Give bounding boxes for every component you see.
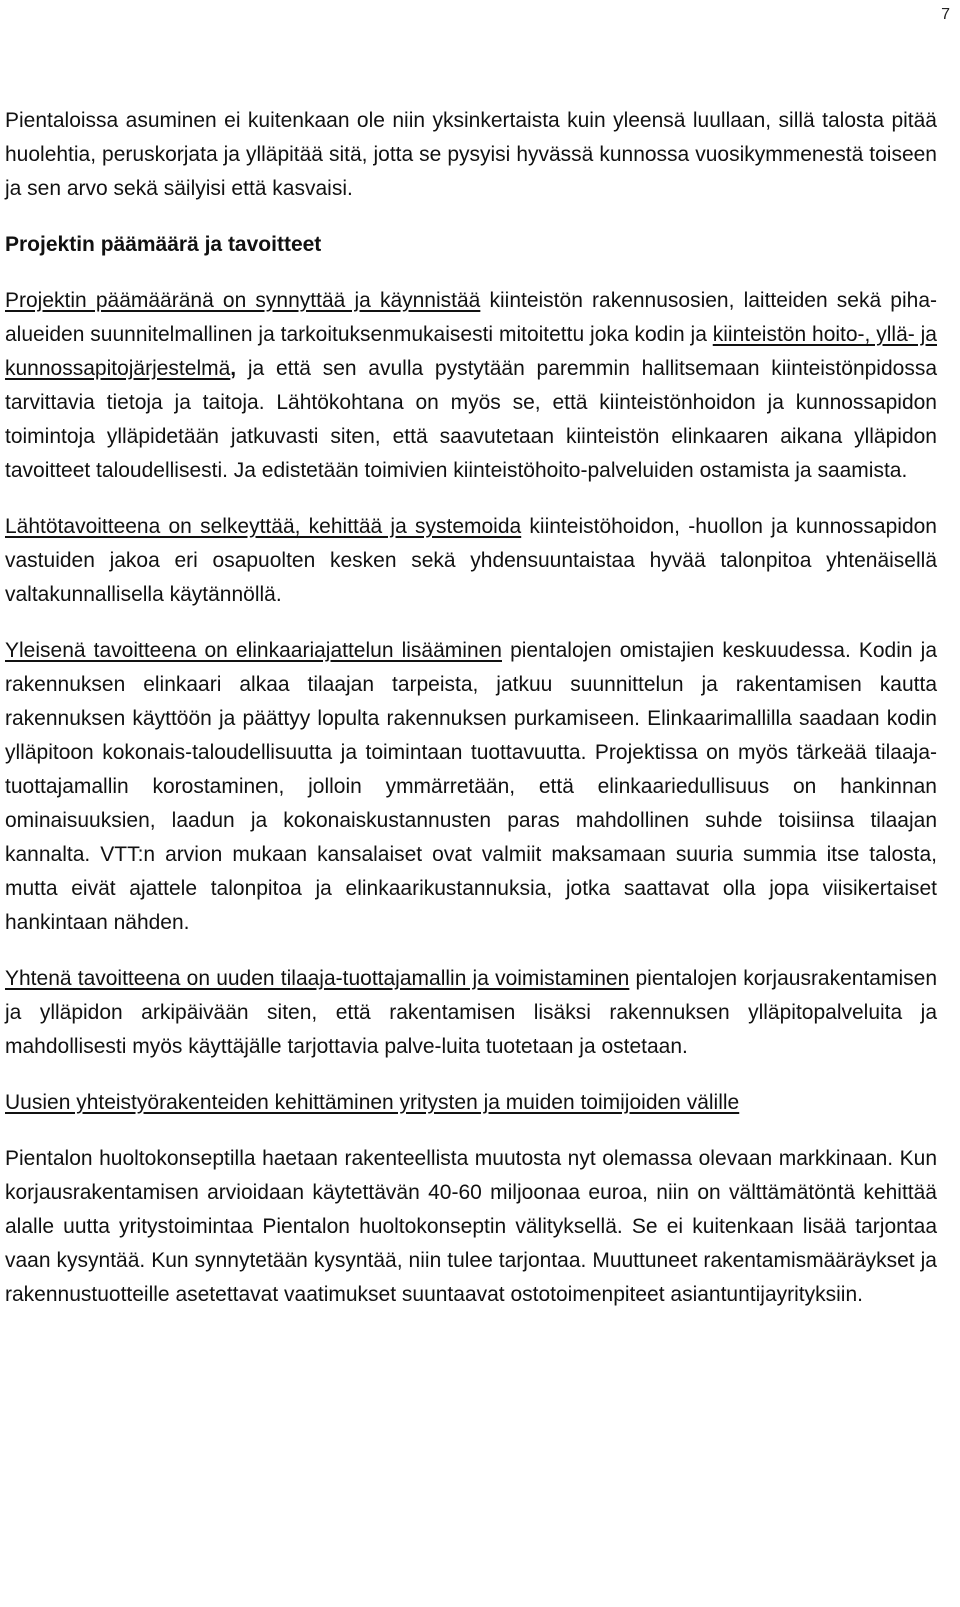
cooperation-paragraph: Pientalon huoltokonseptilla haetaan rakenteellista muutosta nyt olemassa olevaan markkinaan. Kun korjausrakentamisen arvioidaan käytettävän 40-60 miljoonaa euroa, niin on välttämätöntä kehittää alalle uutta yritystoimintaa Pientalon huoltokonseptin välityksellä. Se ei kuitenkaan lisää tarjontaa vaan kysyntää. Kun synnytetään kysyntää, niin tulee tarjontaa. Muuttuneet rakentamismääräykset ja rakennustuotteille asetettavat vaatimukset suuntaavat ostotoimenpiteet asiantuntijayrityksiin. — [5, 1147, 937, 1306]
goals-paragraph-4 — [5, 962, 937, 1064]
bold-comma: , — [230, 357, 237, 380]
section-heading-cooperation: Uusien yhteistyörakenteiden kehittäminen yritysten ja muiden toimijoiden välille — [5, 1091, 740, 1114]
paragraph-text: ja että sen avulla pystytään paremmin hallitsemaan kiinteistönpidossa tarvittavia tietoja ja taitoja. Lähtökohtana on myös se, että kiinteistönhoidon ja kunnossapidon toimintoja ylläpidetään jatkuvasti siten, että saavutetaan kiinteistön elinkaaren aikana ylläpidon tavoitteet taloudellisesti. Ja edistetään toimivien kiinteistöhoito-palveluiden ostamista ja saamista. — [5, 357, 937, 482]
underlined-phrase: Yhtenä tavoitteena on uuden tilaaja-tuottajamallin ja voimistaminen — [5, 967, 630, 990]
page-number: 7 — [941, 6, 950, 23]
underlined-phrase: kiinteistön hoito-, yllä- ja kunnossapitojärjestelmä — [5, 323, 937, 380]
goals-paragraph-3 — [5, 634, 937, 940]
paragraph-text: pientalojen omistajien keskuudessa. Kodin ja rakennuksen elinkaari alkaa tilaajan tarpeista, jatkuu suunnittelun ja rakentamisen kautta rakennuksen käyttöön ja päättyy lopulta rakennuksen purkamiseen. Elinkaarimallilla saadaan kodin ylläpitoon kokonais-taloudellisuutta ja toimintaan tuottavuutta. Projektissa on myös tärkeää tilaaja-tuottajamallin korostaminen, jolloin ymmärretään, että elinkaariedullisuus on hankinnan ominaisuuksien, laadun ja kokonaiskustannusten paras mahdollinen suhde toisiinsa tilaajan kannalta. VTT:n arvion mukaan kansalaiset ovat valmiit maksamaan suuria summia itse talosta, mutta eivät ajattele talonpitoa ja elinkaarikustannuksia, jotka saattavat olla jopa viisikertaiset hankintaan nähden. — [5, 639, 937, 934]
intro-paragraph: Pientaloissa asuminen ei kuitenkaan ole niin yksinkertaista kuin yleensä luullaan, sillä talosta pitää huolehtia, peruskorjata ja ylläpitää sitä, jotta se pysyisi hyvässä kunnossa vuosikymmenestä toiseen ja sen arvo sekä säilyisi että kasvaisi. — [5, 109, 937, 200]
goals-paragraph-1 — [5, 284, 937, 488]
paragraph-text: pientalojen korjausrakentamisen ja ylläpidon arkipäivään siten, että rakentamisen lisäksi rakennuksen ylläpitopalveluita ja mahdollisesti myös käyttäjälle tarjottavia palve-luita tuotetaan ja ostetaan. — [5, 967, 938, 1058]
paragraph-text: kiinteistön rakennusosien, laitteiden sekä piha-alueiden suunnitelmallinen ja tarkoituksenmukaisesti mitoitettu joka kodin ja — [5, 289, 937, 346]
goals-paragraph-2 — [5, 510, 937, 612]
underlined-phrase: Yleisenä tavoitteena on elinkaariajattelun lisääminen — [5, 639, 502, 662]
document-body — [5, 104, 937, 1312]
section-heading-goals: Projektin päämäärä ja tavoitteet — [5, 233, 322, 256]
underlined-phrase: Projektin päämääränä on synnyttää ja käynnistää — [5, 289, 481, 312]
paragraph-text: kiinteistöhoidon, -huollon ja kunnossapidon vastuiden jakoa eri osapuolten kesken sekä yhdensuuntaistaa hyvää talonpitoa yhtenäisellä valtakunnallisella käytännöllä. — [5, 515, 937, 606]
underlined-phrase: Lähtötavoitteena on selkeyttää, kehittää ja systemoida — [5, 515, 522, 538]
